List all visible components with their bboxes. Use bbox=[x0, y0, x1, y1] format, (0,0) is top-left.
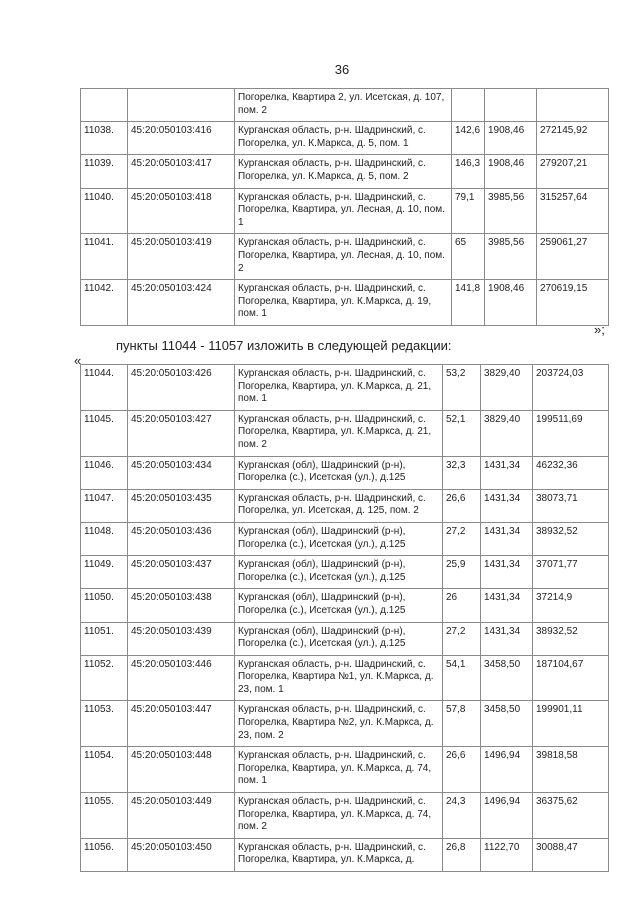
cell-item-number: 11056. bbox=[81, 838, 128, 871]
cell-area: 26,6 bbox=[443, 489, 481, 522]
table-row bbox=[81, 589, 609, 622]
cell-area: 146,3 bbox=[452, 155, 485, 188]
cell-rate: 1908,46 bbox=[485, 280, 537, 326]
cell-value: 203724,03 bbox=[533, 365, 609, 411]
cell-value: 315257,64 bbox=[537, 188, 609, 234]
table-row bbox=[81, 365, 609, 411]
cell-item-number: 11042. bbox=[81, 280, 128, 326]
cell-address: Курганская (обл), Шадринский (р-н), Погорелка (с.), Исетская (ул.), д.125 bbox=[235, 622, 443, 655]
cell-cadastral-number: 45:20:050103:446 bbox=[128, 655, 235, 701]
cell-address: Курганская область, р-н. Шадринский, с. Погорелка, Квартира, ул. К.Маркса, д. 21, пом. 1 bbox=[235, 365, 443, 411]
cell-rate: 1908,46 bbox=[485, 122, 537, 155]
cell-item-number: 11049. bbox=[81, 556, 128, 589]
cell-area: 52,1 bbox=[443, 410, 481, 456]
cell-rate: 3985,56 bbox=[485, 188, 537, 234]
cell-area: 79,1 bbox=[452, 188, 485, 234]
cell-value: 36375,62 bbox=[533, 793, 609, 839]
cell-area: 54,1 bbox=[443, 655, 481, 701]
cell-cadastral-number: 45:20:050103:449 bbox=[128, 793, 235, 839]
cell-cadastral-number: 45:20:050103:435 bbox=[128, 489, 235, 522]
cell-area: 65 bbox=[452, 234, 485, 280]
cell-cadastral-number: 45:20:050103:448 bbox=[128, 747, 235, 793]
cell-rate: 3829,40 bbox=[481, 365, 533, 411]
cell-value: 279207,21 bbox=[537, 155, 609, 188]
cell-item-number: 11044. bbox=[81, 365, 128, 411]
table-row bbox=[81, 655, 609, 701]
cell-rate: 3458,50 bbox=[481, 655, 533, 701]
cell-address: Курганская область, р-н. Шадринский, с. Погорелка, Квартира, ул. К.Маркса, д. bbox=[235, 838, 443, 871]
cell-address: Курганская область, р-н. Шадринский, с. Погорелка, Квартира, ул. Лесная, д. 10, пом. 2 bbox=[235, 234, 452, 280]
cell-cadastral-number bbox=[128, 89, 235, 122]
cell-address: Курганская область, р-н. Шадринский, с. Погорелка, Квартира, ул. Лесная, д. 10, пом. 1 bbox=[235, 188, 452, 234]
cell-address: Погорелка, Квартира 2, ул. Исетская, д. 107, пом. 2 bbox=[235, 89, 452, 122]
opening-quote: « bbox=[74, 353, 82, 368]
cell-value: 38932,52 bbox=[533, 622, 609, 655]
cell-item-number: 11052. bbox=[81, 655, 128, 701]
cell-value: 37071,77 bbox=[533, 556, 609, 589]
property-table-top bbox=[80, 88, 609, 326]
cell-item-number: 11046. bbox=[81, 456, 128, 489]
cell-address: Курганская область, р-н. Шадринский, с. Погорелка, Квартира №1, ул. К.Маркса, д. 23, пом. 1 bbox=[235, 655, 443, 701]
cell-area: 26,6 bbox=[443, 747, 481, 793]
cell-item-number: 11040. bbox=[81, 188, 128, 234]
cell-address: Курганская (обл), Шадринский (р-н), Погорелка (с.), Исетская (ул.), д.125 bbox=[235, 456, 443, 489]
cell-address: Курганская (обл), Шадринский (р-н), Погорелка (с.), Исетская (ул.), д.125 bbox=[235, 589, 443, 622]
cell-rate: 3985,56 bbox=[485, 234, 537, 280]
table-row bbox=[81, 489, 609, 522]
cell-area: 26,8 bbox=[443, 838, 481, 871]
cell-item-number: 11050. bbox=[81, 589, 128, 622]
table-row bbox=[81, 122, 609, 155]
cell-value: 187104,67 bbox=[533, 655, 609, 701]
table-row bbox=[81, 793, 609, 839]
property-table-bottom bbox=[80, 364, 609, 872]
cell-value: 37214,9 bbox=[533, 589, 609, 622]
cell-item-number: 11047. bbox=[81, 489, 128, 522]
table-row bbox=[81, 188, 609, 234]
cell-cadastral-number: 45:20:050103:438 bbox=[128, 589, 235, 622]
cell-cadastral-number: 45:20:050103:424 bbox=[128, 280, 235, 326]
table-row bbox=[81, 234, 609, 280]
cell-rate: 3829,40 bbox=[481, 410, 533, 456]
cell-area: 142,6 bbox=[452, 122, 485, 155]
cell-address: Курганская область, р-н. Шадринский, с. Погорелка, Квартира, ул. К.Маркса, д. 19, пом. 1 bbox=[235, 280, 452, 326]
cell-area bbox=[452, 89, 485, 122]
cell-area: 53,2 bbox=[443, 365, 481, 411]
cell-cadastral-number: 45:20:050103:418 bbox=[128, 188, 235, 234]
cell-address: Курганская (обл), Шадринский (р-н), Погорелка (с.), Исетская (ул.), д.125 bbox=[235, 522, 443, 555]
cell-value: 38073,71 bbox=[533, 489, 609, 522]
cell-area: 25,9 bbox=[443, 556, 481, 589]
cell-area: 26 bbox=[443, 589, 481, 622]
cell-value bbox=[537, 89, 609, 122]
cell-cadastral-number: 45:20:050103:437 bbox=[128, 556, 235, 589]
cell-rate bbox=[485, 89, 537, 122]
cell-value: 39818,58 bbox=[533, 747, 609, 793]
cell-cadastral-number: 45:20:050103:426 bbox=[128, 365, 235, 411]
closing-quote: »; bbox=[594, 322, 605, 337]
cell-address: Курганская область, р-н. Шадринский, с. Погорелка, Квартира №2, ул. К.Маркса, д. 23, пом. 2 bbox=[235, 701, 443, 747]
cell-item-number: 11038. bbox=[81, 122, 128, 155]
table-row bbox=[81, 89, 609, 122]
cell-area: 57,8 bbox=[443, 701, 481, 747]
cell-item-number: 11054. bbox=[81, 747, 128, 793]
table-row bbox=[81, 701, 609, 747]
cell-rate: 1431,34 bbox=[481, 522, 533, 555]
cell-rate: 1496,94 bbox=[481, 793, 533, 839]
cell-rate: 1431,34 bbox=[481, 556, 533, 589]
cell-value: 30088,47 bbox=[533, 838, 609, 871]
cell-rate: 1431,34 bbox=[481, 622, 533, 655]
cell-value: 272145,92 bbox=[537, 122, 609, 155]
cell-address: Курганская область, р-н. Шадринский, с. Погорелка, ул. Исетская, д. 125, пом. 2 bbox=[235, 489, 443, 522]
amendment-instruction: пункты 11044 - 11057 изложить в следующей редакции: bbox=[116, 338, 452, 353]
cell-item-number: 11045. bbox=[81, 410, 128, 456]
cell-cadastral-number: 45:20:050103:427 bbox=[128, 410, 235, 456]
table-row bbox=[81, 747, 609, 793]
cell-rate: 1496,94 bbox=[481, 747, 533, 793]
cell-address: Курганская область, р-н. Шадринский, с. Погорелка, Квартира, ул. К.Маркса, д. 74, пом. 1 bbox=[235, 747, 443, 793]
table-row bbox=[81, 456, 609, 489]
cell-item-number: 11041. bbox=[81, 234, 128, 280]
cell-area: 141,8 bbox=[452, 280, 485, 326]
cell-rate: 1431,34 bbox=[481, 456, 533, 489]
table-row bbox=[81, 522, 609, 555]
cell-rate: 3458,50 bbox=[481, 701, 533, 747]
cell-item-number bbox=[81, 89, 128, 122]
cell-cadastral-number: 45:20:050103:439 bbox=[128, 622, 235, 655]
cell-cadastral-number: 45:20:050103:419 bbox=[128, 234, 235, 280]
cell-rate: 1431,34 bbox=[481, 589, 533, 622]
cell-rate: 1908,46 bbox=[485, 155, 537, 188]
cell-value: 199901,11 bbox=[533, 701, 609, 747]
cell-item-number: 11048. bbox=[81, 522, 128, 555]
cell-address: Курганская (обл), Шадринский (р-н), Погорелка (с.), Исетская (ул.), д.125 bbox=[235, 556, 443, 589]
cell-cadastral-number: 45:20:050103:447 bbox=[128, 701, 235, 747]
cell-cadastral-number: 45:20:050103:417 bbox=[128, 155, 235, 188]
cell-area: 27,2 bbox=[443, 622, 481, 655]
cell-value: 259061,27 bbox=[537, 234, 609, 280]
cell-rate: 1431,34 bbox=[481, 489, 533, 522]
cell-area: 24,3 bbox=[443, 793, 481, 839]
cell-address: Курганская область, р-н. Шадринский, с. Погорелка, ул. К.Маркса, д. 5, пом. 2 bbox=[235, 155, 452, 188]
cell-cadastral-number: 45:20:050103:416 bbox=[128, 122, 235, 155]
cell-item-number: 11051. bbox=[81, 622, 128, 655]
cell-value: 270619,15 bbox=[537, 280, 609, 326]
cell-area: 27,2 bbox=[443, 522, 481, 555]
cell-item-number: 11039. bbox=[81, 155, 128, 188]
cell-address: Курганская область, р-н. Шадринский, с. Погорелка, Квартира, ул. К.Маркса, д. 74, пом. 2 bbox=[235, 793, 443, 839]
cell-value: 38932,52 bbox=[533, 522, 609, 555]
cell-area: 32,3 bbox=[443, 456, 481, 489]
page-number: 36 bbox=[334, 62, 350, 77]
table-row bbox=[81, 280, 609, 326]
cell-item-number: 11053. bbox=[81, 701, 128, 747]
table-row bbox=[81, 622, 609, 655]
table-row bbox=[81, 556, 609, 589]
cell-value: 199511,69 bbox=[533, 410, 609, 456]
cell-address: Курганская область, р-н. Шадринский, с. Погорелка, Квартира, ул. К.Маркса, д. 21, пом. 2 bbox=[235, 410, 443, 456]
table-row bbox=[81, 155, 609, 188]
cell-cadastral-number: 45:20:050103:436 bbox=[128, 522, 235, 555]
cell-value: 46232,36 bbox=[533, 456, 609, 489]
cell-cadastral-number: 45:20:050103:434 bbox=[128, 456, 235, 489]
table-row bbox=[81, 838, 609, 871]
cell-cadastral-number: 45:20:050103:450 bbox=[128, 838, 235, 871]
table-row bbox=[81, 410, 609, 456]
cell-address: Курганская область, р-н. Шадринский, с. Погорелка, ул. К.Маркса, д. 5, пом. 1 bbox=[235, 122, 452, 155]
cell-rate: 1122,70 bbox=[481, 838, 533, 871]
cell-item-number: 11055. bbox=[81, 793, 128, 839]
